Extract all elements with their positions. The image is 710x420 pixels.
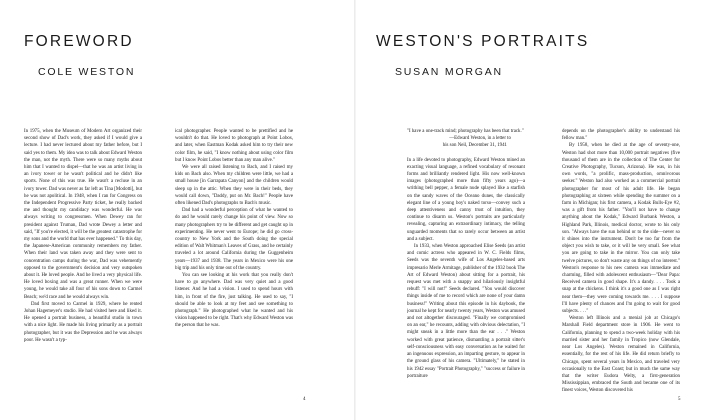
page-number-right: 5: [678, 397, 681, 402]
page-gutter: [354, 0, 356, 420]
portraits-column-1: [407, 128, 525, 398]
portraits-paragraph: In a life devoted to photography, Edward Weston mined an exacting visual language, a refined vocabulary of resonant forms and brilliantly rendered light. His now well-known images (photographed more than fifty years ago)—a writhing bell pepper, a female nude splayed like a starfish on the sandy waves of the Oceano dunes, the classically elegant line of a young boy's naked torso—convey such a deep attentiveness and canny trust of intuition, they continue to disarm us. Weston's portraits are particularly revealing, capturing an extraordinary intimacy, the telling unguarded moments that so rarely occur between an artist and a subject.: [407, 157, 525, 242]
page-number-left: 4: [303, 397, 306, 402]
foreword-paragraph: You can see looking at his work that you really don't have to go anywhere. Dad was very quiet and a good listener. And he had a vision. I used to spend hours with him, in front of the fire, just talking. He used to say, "I should be able to look at my feet and see something to photograph." He photographed what he wanted and his vision happened to be right. That's why Edward Weston was the person that he was.: [175, 273, 293, 329]
portraits-paragraph: Weston left Illinois and a menial job at Chicago's Marshall Field department store in 1906. He went to California, planning to spend a two-week holiday with his married sister and her family in Tropico (now Glendale, near Los Angeles). Weston remained in California, essentially, for the rest of his life. He did return briefly to Chicago, spent several years in Mexico, and traveled very occasionally to the East Coast; but in much the same way that the writer Eudora Welty, a first-generation Mississippian, embraced the South and became one of its finest voices, Weston discovered his: [562, 316, 680, 394]
portraits-paragraph: depends on the photographer's ability to understand his fellow man.": [562, 129, 680, 142]
epigraph-attribution: his son Neil, December 31, 1941: [442, 143, 507, 149]
epigraph-quote: "I have a one-track mind; photography has been that track.": [407, 129, 524, 134]
portraits-paragraph: By 1958, when he died at the age of seventy-one, Weston had shot more than 10,000 portrait negatives (five thousand of them are in the collection of The Center for Creative Photography, Tucson, Arizona). He was, in his own words, "a prolific, mass-production, omnivorous seeker." Weston had also worked as a commercial portrait photographer for most of his adult life. He began photographing at sixteen while spending the summer on a farm in Michigan; his first camera, a Kodak Bulls-Eye #2, was a gift from his father. "You'll not have to change anything about the Kodak," Edward Burbank Weston, a Highland Park, Illinois, medical doctor, wrote to his only son. "Always have the sun behind or to the side—never so it shines into the instrument. Don't be too far from the object you wish to take, or it will be very small. See what you are going to take in the mirror. You can only take twelve pictures, so don't waste any on things of no interest." Weston's response to his new camera was immediate and charming, filled with adolescent enthusiasm—"Dear Papa: Received camera in good shape. It's a dandy. . . . Took a snap at the chickens. I think it's a good one as I was right near them—they were coming towards me. . . . I suppose I'll have plenty of chances and I'm going to wait for good subjects. . . .": [562, 143, 680, 315]
foreword-paragraph: ical photographer. People wanted to be prettified and he wouldn't do that. He loved to photograph at Point Lobos, and later, when Eastman Kodak asked him to try their new color film, he said, "I know nothing about using color film but I know Point Lobos better than any man alive.": [175, 129, 293, 163]
epigraph: [407, 128, 525, 150]
foreword-paragraph: In 1975, when the Museum of Modern Art organized their second show of Dad's work, they asked if I would give a lecture. I had never lectured about my father before, but I said yes to them. My idea was to talk about Edward Weston the man, not the myth. There were so many myths about him that I wanted to dispel—that he was an artist living in an ivory tower or he wasn't political and he didn't like sports. None of this was true. He wasn't a recluse in an ivory tower. Dad was never as far left as Tina [Modotti], but he was not apolitical. In 1948, when I ran for Congress on the Independent Progressive Party ticket, he really backed me and thought my candidacy was wonderful. He was always writing to congressmen. When Dewey ran for president against Truman, Dad wrote Dewey a letter and said, "If you're elected, it will be the greatest catastrophe for my sons and the world that has ever happened." To this day, the Japanese-American community remembers my father. When their land was taken away and they were sent to concentration camps during the war, Dad was vehemently opposed to the government's decision and very outspoken about it. He loved people. And he lived a very physical life. He loved boxing and was a great runner. When we were young, he would take all four of his sons down to Carmel Beach; we'd race and he would always win.: [24, 129, 142, 300]
foreword-column-1: [24, 128, 142, 398]
portraits-author: SUSAN MORGAN: [395, 66, 503, 78]
portraits-title: WESTON'S PORTRAITS: [376, 33, 590, 50]
foreword-column-2: [175, 128, 293, 398]
foreword-paragraph: Dad first moved to Carmel in 1929, where he rented Johan Hagemeyer's studio. He had visited here and liked it. He opened a portrait business, a beautiful studio in town with a nice light. He made his living primarily as a portrait photographer, but it was the Depression and he was always poor. He wasn't a typ-: [24, 301, 142, 343]
foreword-paragraph: Dad had a wonderful perception of what he wanted to do and he would rarely change his point of view. Now so many photographers try to be different and get caught up in experimenting. He never went to Europe; he did go cross-country to New York and the South doing the special edition of Walt Whitman's Leaves of Grass, and he certainly traveled a lot around California during the Guggenheim years—1937 and 1938. The years in Mexico were his one big trip and his only time out of the country.: [175, 208, 293, 271]
epigraph-attribution: —Edward Weston, in a letter to: [449, 136, 511, 142]
foreword-author: COLE WESTON: [38, 66, 136, 78]
portraits-column-2: [562, 128, 680, 398]
portraits-paragraph: In 1933, when Weston approached Elise Seeds (an artist and comic actress who appeared in W. C. Fields films, Seeds was the seventh wife of Los Angeles-based arts impresario Merle Armitage, publisher of the 1932 book The Art of Edward Weston) about sitting for a portrait, his request was met with a snappy and hilariously insightful rebuff: "I will not!" Seeds declared. "You would discover things inside of me to record which are none of your damn business!" Writing about this episode in his daybook, the journal he kept for nearly twenty years, Weston was amused and not altogether discouraged. "Finally we compromised on an ear," he recounts, adding with obvious delectation, "I might sneak in a little more than the ear . . ." Weston worked with great patience, dismantling a portrait sitter's self-consciousness with easy conversation as he waited for an ingenuous expression, an imparting gesture, to appear in the ground glass of his camera. "Ultimately," he stated in his 1942 essay "Portrait Photography," "success or failure in portraiture: [407, 244, 525, 379]
foreword-title: FOREWORD: [24, 33, 134, 50]
foreword-paragraph: We were all raised listening to Bach, and I raised my kids on Bach also. When my children were little, we had a small house [in Garrapata Canyon] and the children would sleep up in the attic. When they were in their beds, they would call down, "Daddy, put on Mr. Bach!" People have often likened Dad's photographs to Bach's music.: [175, 165, 293, 207]
